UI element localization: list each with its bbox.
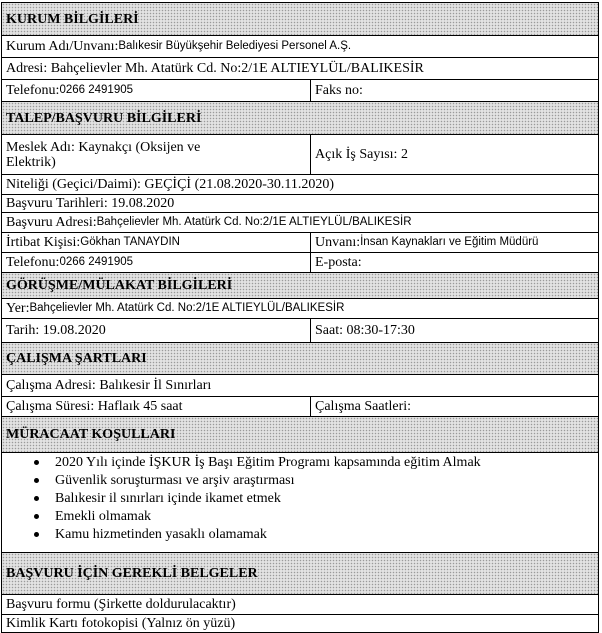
interview-place-row [1,298,599,318]
phone-label: Telefonu: [6,83,60,98]
work-duration: Çalışma Süresi: Haflaık 45 saat [6,399,183,414]
contact-phone-row [1,252,599,272]
job-name-line2: Elektrik) [6,154,56,170]
application-address-label: Başvuru Adresi: [6,215,97,230]
requirements-list-row [1,452,599,552]
list-item: Kamu hizmetinden yasaklı olamamak [2,525,598,543]
bullet-icon [34,460,39,465]
interview-place-label: Yer: [6,301,30,316]
contact-title-value: İnsan Kaynakları ve Eğitim Müdürü [360,236,539,248]
section-title: BAŞVURU İÇİN GEREKLİ BELGELER [2,553,598,594]
bullet-icon [34,514,39,519]
section-header-documents [1,552,599,594]
list-item: Başvuru formu (Şirkette doldurulacaktır) [6,597,236,612]
institution-address: Adresi: Bahçelievler Mh. Atatürk Cd. No:2/1E ALTIEYLÜL/BALIKESİR [6,61,424,76]
bullet-icon [34,532,39,537]
work-address: Çalışma Adresi: Balıkesir İl Sınırları [6,378,212,393]
list-item: Balıkesir il sınırları içinde ikamet etmek [2,489,598,507]
section-title: KURUM BİLGİLERİ [2,3,598,35]
section-header-requirements [1,416,599,452]
interview-datetime-row [1,318,599,342]
list-item: Emekli olmamak [2,507,598,525]
interview-place-value: Bahçelievler Mh. Atatürk Cd. No:2/1E ALTIEYLÜL/BALIKESİR [29,302,345,314]
contact-row [1,232,599,252]
institution-name-value: Balıkesir Büyükşehir Belediyesi Personel A.Ş. [118,40,352,52]
application-address-value: Bahçelievler Mh. Atatürk Cd. No:2/1E ALTIEYLÜL/BALIKESİR [96,216,412,228]
bullet-icon [34,478,39,483]
contact-label: İrtibat Kişisi: [6,235,81,250]
fax-field: Faks no: [310,80,598,101]
contact-title-label: Unvanı: [315,235,361,250]
application-date-row [1,194,599,212]
bullet-icon [34,496,39,501]
interview-date: Tarih: 19.08.2020 [6,323,106,338]
institution-name-label: Kurum Adı/Unvanı: [6,39,119,54]
list-item: Kimlik Kartı fotokopisi (Yalnız ön yüzü) [6,616,236,631]
institution-address-row [1,57,599,79]
job-row [1,134,599,174]
document-item-row [1,594,599,614]
institution-name-row [1,35,599,57]
phone-value: 0266 2491905 [59,256,134,268]
document-item-row [1,614,599,633]
section-header-institution [1,2,599,35]
application-address-row [1,212,599,232]
contact-value: Gökhan TANAYDIN [80,236,180,248]
interview-time: Saat: 08:30-17:30 [310,319,598,342]
phone-label: Telefonu: [6,255,60,270]
job-posting-form [1,0,601,633]
application-date: Başvuru Tarihleri: 19.08.2020 [6,196,175,211]
open-positions: Açık İş Sayısı: 2 [310,135,598,174]
work-hours: Çalışma Saatleri: [310,397,598,416]
requirements-list [2,453,598,552]
section-title: TALEP/BAŞVURU BİLGİLERİ [2,102,598,134]
work-address-row [1,374,599,396]
list-item: 2020 Yılı içinde İŞKUR İş Başı Eğitim Programı kapsamında eğitim Almak [2,453,598,471]
work-duration-row [1,396,599,416]
section-header-interview [1,272,599,298]
section-header-working-conditions [1,342,599,374]
section-header-application [1,101,599,134]
phone-value: 0266 2491905 [59,84,134,96]
section-title: MÜRACAAT KOŞULLARI [2,417,598,452]
email-field: E-posta: [310,253,598,272]
section-title: GÖRÜŞME/MÜLAKAT BİLGİLERİ [2,273,598,298]
job-nature: Niteliği (Geçici/Daimi): GEÇİÇİ (21.08.2020-30.11.2020) [6,177,335,192]
job-nature-row [1,174,599,194]
list-item: Güvenlik soruşturması ve arşiv araştırması [2,471,598,489]
institution-phone-row [1,79,599,101]
job-name-line1: Meslek Adı: Kaynakçı (Oksijen ve [6,139,201,155]
section-title: ÇALIŞMA ŞARTLARI [2,343,598,374]
